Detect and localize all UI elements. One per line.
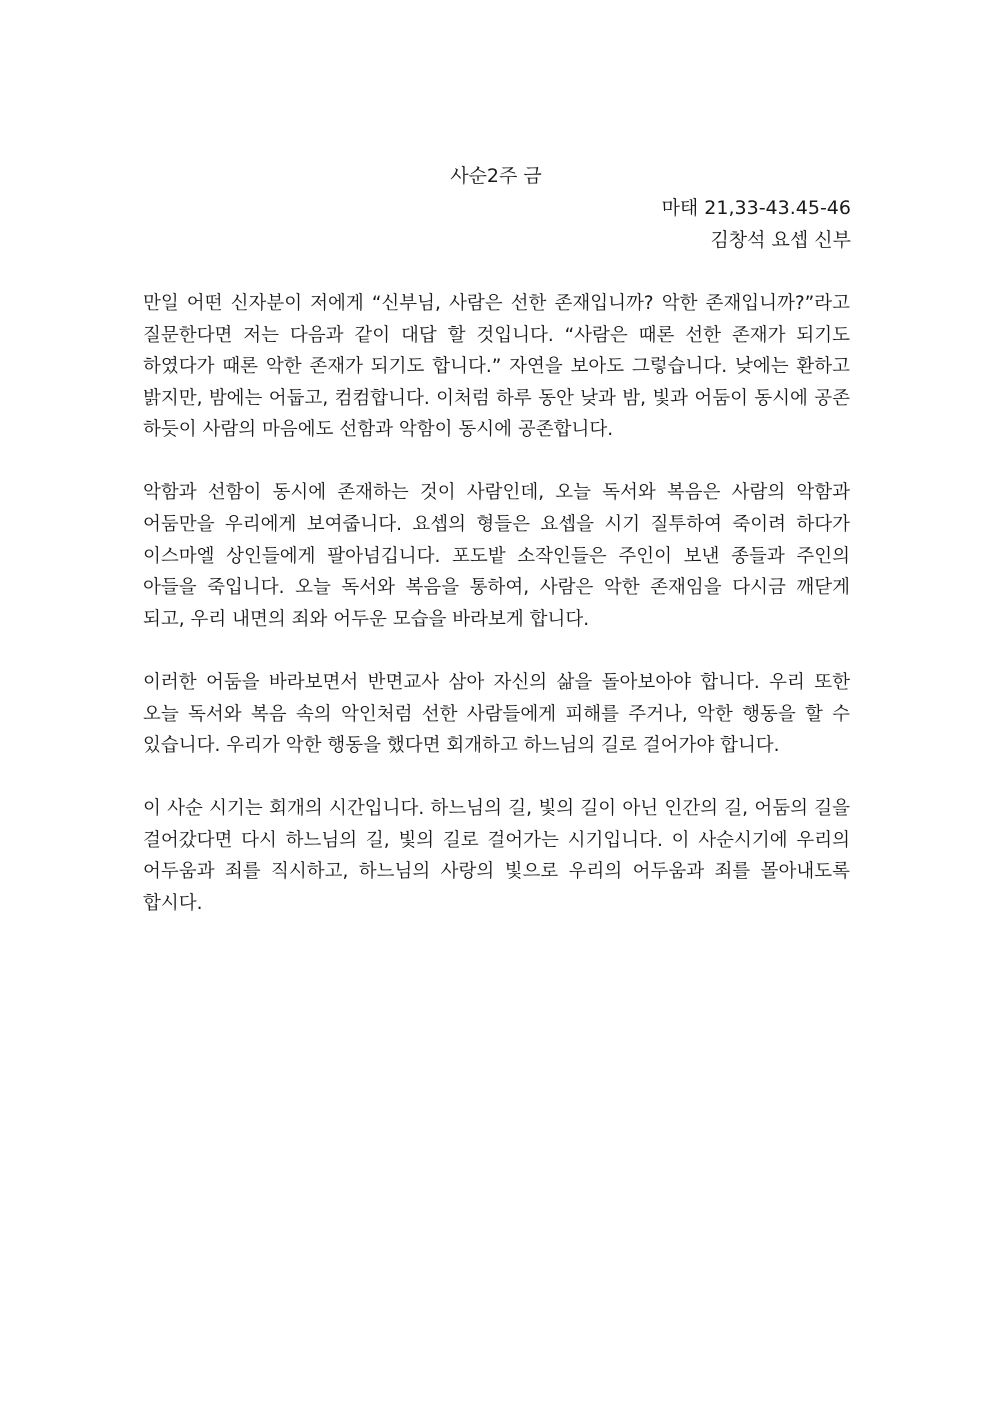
- paragraph-2: 악함과 선함이 동시에 존재하는 것이 사람인데, 오늘 독서와 복음은 사람의 악함과 어둠만을 우리에게 보여줍니다. 요셉의 형들은 요셉을 시기 질투하여 죽이려 하다가 이스마엘 상인들에게 팔아넘깁니다. 포도밭 소작인들은 주인이 보낸 종들과 주인의 아들을 죽입니다. 오늘 독서와 복음을 통하여, 사람은 악한 존재임을 다시금 깨닫게 되고, 우리 내면의 죄와 어두운 모습을 바라보게 합니다.: [143, 482, 850, 630]
- paragraph-3: 이러한 어둠을 바라보면서 반면교사 삼아 자신의 삶을 돌아보아야 합니다. 우리 또한 오늘 독서와 복음 속의 악인처럼 선한 사람들에게 피해를 주거나, 악한 행동을 할 수 있습니다. 우리가 악한 행동을 했다면 회개하고 하느님의 길로 걸어가야 합니다.: [143, 671, 850, 757]
- paragraph-1: 만일 어떤 신자분이 저에게 “신부님, 사람은 선한 존재입니까? 악한 존재입니까?”라고 질문한다면 저는 다음과 같이 대답 할 것입니다. “사람은 때론 선한 존재가 되기도 하였다가 때론 악한 존재가 되기도 합니다.” 자연을 보아도 그렇습니다. 낮에는 환하고 밝지만, 밤에는 어둡고, 컴컴합니다. 이처럼 하루 동안 낮과 밤, 빛과 어둠이 동시에 공존 하듯이 사람의 마음에도 선함과 악함이 동시에 공존합니다.: [143, 293, 850, 441]
- document-body: [143, 288, 850, 920]
- paragraph-4: 이 사순 시기는 회개의 시간입니다. 하느님의 길, 빛의 길이 아닌 인간의 길, 어둠의 길을 걸어갔다면 다시 하느님의 길, 빛의 길로 걸어가는 시기입니다. 이 사순시기에 우리의 어두움과 죄를 직시하고, 하느님의 사랑의 빛으로 우리의 어두움과 죄를 몰아내도록 합시다.: [143, 798, 850, 914]
- document-title: 사순2주 금: [450, 165, 542, 187]
- author-name: 김창석 요셉 신부: [710, 229, 851, 251]
- scripture-reference: 마태 21,33-43.45-46: [661, 197, 851, 219]
